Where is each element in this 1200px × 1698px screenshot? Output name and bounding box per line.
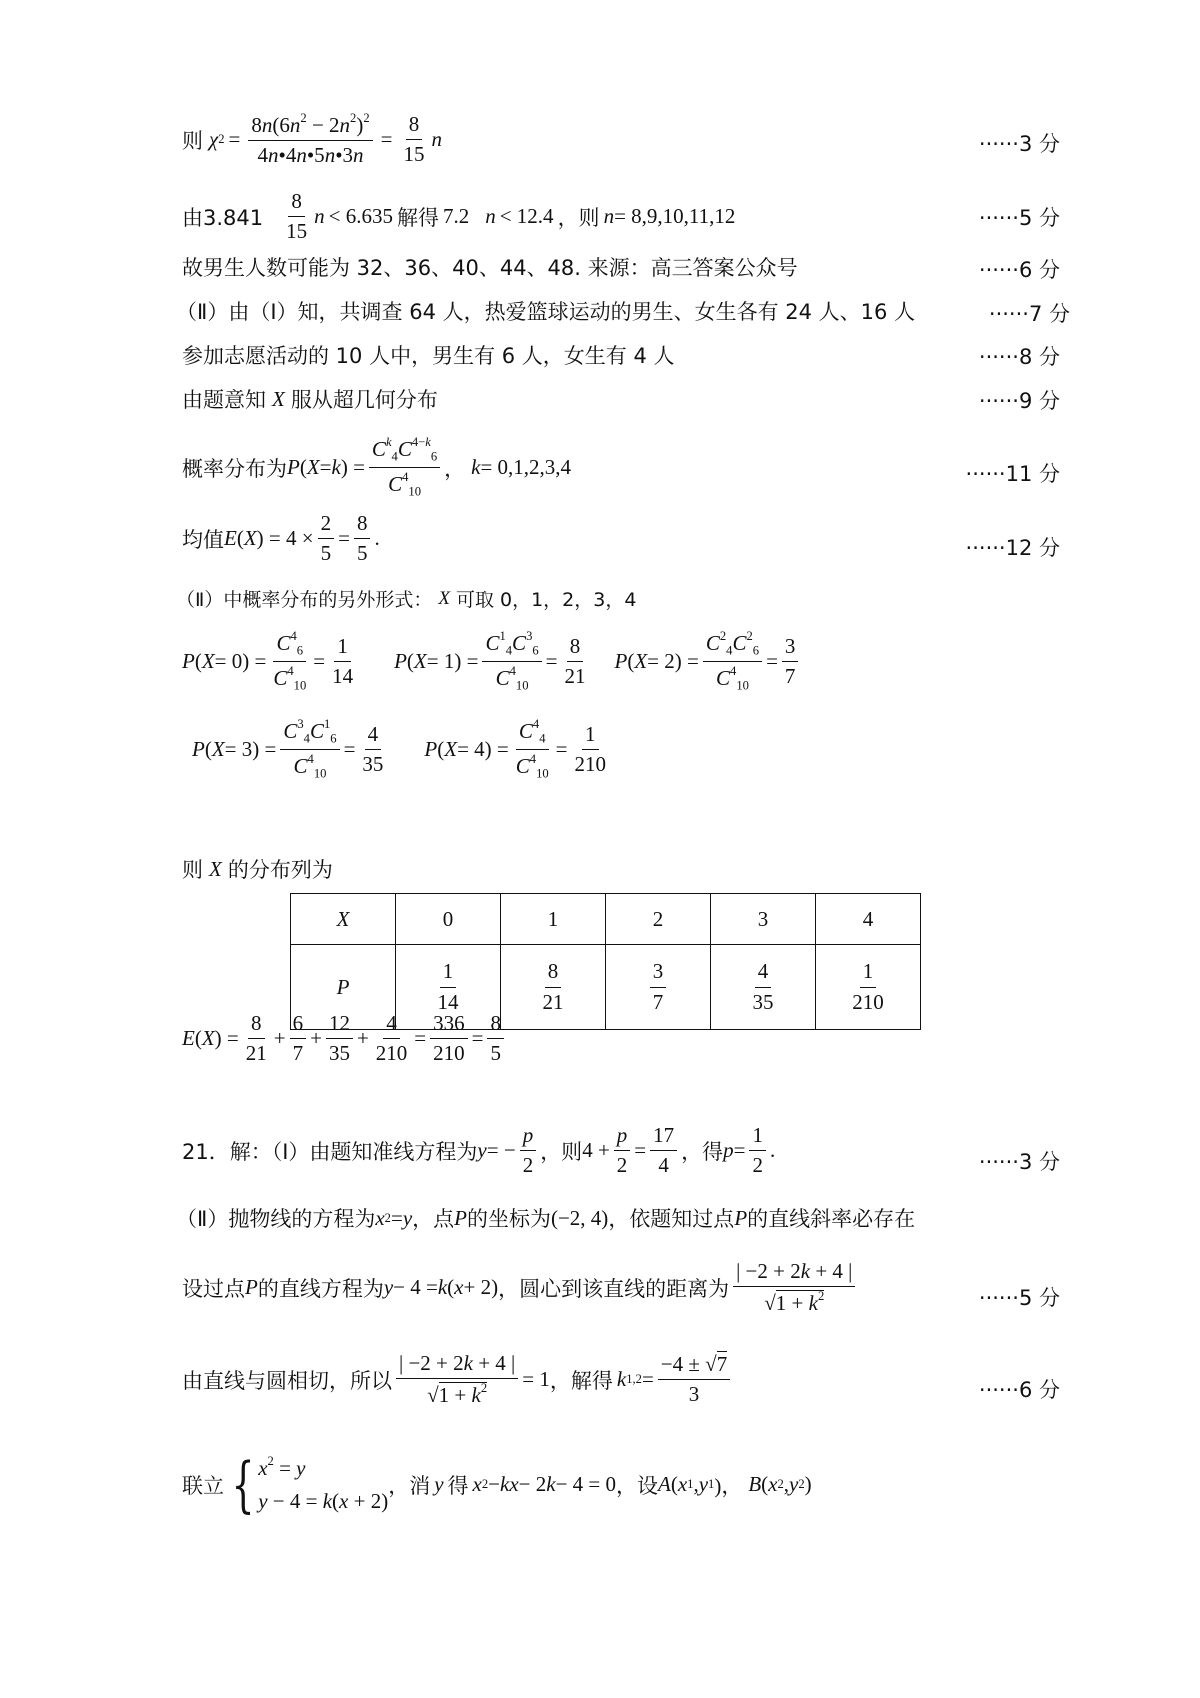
score-3: ······3 分 <box>978 132 1060 156</box>
line-pre: 设过点 <box>182 1276 245 1301</box>
line-mid2: 得 <box>447 1473 469 1498</box>
line-mid: ，点 <box>412 1207 455 1231</box>
line-then: ，则 <box>557 205 600 230</box>
line-post2: 的直线斜率必存在 <box>747 1207 916 1231</box>
table-cell: $\frac{4}{35}$ <box>711 945 816 1030</box>
table-cell: $\frac{1}{14}$ <box>396 945 501 1030</box>
line-pre: （Ⅱ）中概率分布的另外形式： <box>176 589 433 611</box>
table-header-row <box>291 894 921 945</box>
table-header-cell: 2 <box>606 894 711 945</box>
line-post: 可取 0，1，2，3，4 <box>455 589 637 611</box>
table-row-label: P <box>291 945 396 1030</box>
line-post: ，设 <box>616 1473 659 1498</box>
parabola-line: （Ⅱ）抛物线的方程为 x 2 = y ，点 P 的坐标为 (−2, 4) ，依题知过点 P 的直线斜率必存在 <box>176 1203 915 1233</box>
line-mid: ，消 <box>388 1473 431 1498</box>
score-5b: ······5 分 <box>978 1286 1060 1310</box>
line-pre: 21．解：（Ⅰ）由题知准线方程为 <box>182 1139 478 1164</box>
score-6b: ······6 分 <box>978 1378 1060 1402</box>
score-6: ······6 分 <box>978 258 1060 282</box>
inequality-line: 由3.841 $\frac{8}{15}$ n < 6.635 解得 7.2 n < 12.4 ，则 n = 8,9,10,11,12 <box>182 189 736 244</box>
line-pre: （Ⅱ）抛物线的方程为 <box>176 1207 376 1231</box>
line-post: 的分布列为 <box>227 858 333 882</box>
line-post: ，依题知过点 <box>608 1207 735 1231</box>
line-pre: 由直线与圆相切，所以 <box>182 1368 392 1393</box>
probabilities-row-2: P ( X = 3) = $\frac{C^3_4C^1_6}{C^4_{10}}$ = $\frac{4}{35}$ P ( X = 4) = $\frac{C^4_4}{C^4_{10}}$ = $\frac{1}{210}$ <box>192 717 606 781</box>
line-post: ，圆心到该直线的距离为 <box>498 1276 730 1301</box>
line-pre: 均值 <box>182 527 224 552</box>
system-line: 联立 { $x^2 = y$ y − 4 = k(x + 2) ，消 y 得 x 2 − kx − 2 k − 4 = 0 ，设 A ( x 1 , y 1 )， B ( x 2 , y 2 ) <box>182 1449 812 1520</box>
line-pre: 概率分布为 <box>182 456 287 481</box>
table-cell: $\frac{8}{21}$ <box>501 945 606 1030</box>
expectation-line: E ( X ) = $\frac{8}{21}$ + $\frac{6}{7}$ + $\frac{12}{35}$ + $\frac{4}{210}$ = $\frac{336}{210}$ = $\frac{8}{5}$ <box>182 1012 508 1065</box>
score-12: ······12 分 <box>965 536 1060 560</box>
line-post: 服从超几何分布 <box>290 388 438 412</box>
table-header-cell: 3 <box>711 894 816 945</box>
score-3b: ······3 分 <box>978 1150 1060 1174</box>
distribution-table <box>290 893 921 1030</box>
line-pre: 联立 <box>182 1473 224 1498</box>
chi-square-fraction: $\frac{8n(6n^2 - 2n^2)^2}{4n•4n•5n•3n}$ <box>248 112 372 167</box>
mean-line: 均值 E ( X ) = 4 × $\frac{2}{5}$ = $\frac{8}{5}$ . <box>182 511 380 566</box>
table-cell: $\frac{1}{210}$ <box>816 945 921 1030</box>
chi-square-line: 则 χ 2 = $\frac{8n(6n^2 - 2n^2)^2}{4n•4n•5n•3n}$ = $\frac{8}{15}$ n <box>182 111 442 168</box>
survey-line: （Ⅱ）由（Ⅰ）知，共调查 64 人，热爱篮球运动的男生、女生各有 24 人、16 人 <box>176 300 916 324</box>
line-mid: 解得 <box>396 205 439 230</box>
score-8: ······8 分 <box>978 345 1060 369</box>
line-mid: ，则 <box>540 1139 583 1164</box>
distribution-formula-line: 概率分布为 P ( X = k ) = $\frac{C^k_4C^{4-k}_6}{C^4_{10}}$ ， k = 0,1,2,3,4 <box>182 435 572 499</box>
table-header-cell: 1 <box>501 894 606 945</box>
table-header-cell: 4 <box>816 894 921 945</box>
score-7: ······7 分 <box>988 302 1070 326</box>
line-mid: ，解得 <box>549 1368 613 1393</box>
volunteer-line: 参加志愿活动的 10 人中，男生有 6 人，女生有 4 人 <box>182 344 675 368</box>
alternate-form-line: （Ⅱ）中概率分布的另外形式： X 可取 0，1，2，3，4 <box>176 585 636 612</box>
distribution-intro-line: 则 X 的分布列为 <box>182 854 333 884</box>
line-prefix: 则 <box>182 128 203 153</box>
line-pre: 则 <box>182 858 203 882</box>
table-header-cell: X <box>291 894 396 945</box>
line-mid: 的直线方程为 <box>257 1276 384 1301</box>
line-mid2: 的坐标为 <box>466 1207 551 1231</box>
male-count-line: 故男生人数可能为 32、36、40、44、48. 来源：高三答案公众号 <box>182 256 798 280</box>
table-cell: $\frac{3}{7}$ <box>606 945 711 1030</box>
score-11: ······11 分 <box>965 462 1060 486</box>
line-equation-line: 设过点 P 的直线方程为 y − 4 = k ( x + 2) ，圆心到该直线的距离为 $\frac{| -2 + 2k + 4 |}{√1 + k^2}$ <box>182 1260 859 1315</box>
hypergeometric-line: 由题意知 X 服从超几何分布 <box>182 384 438 414</box>
table-header-cell: 0 <box>396 894 501 945</box>
tangent-line: 由直线与圆相切，所以 $\frac{| -2 + 2k + 4 |}{√1 + k^2}$ = 1 ，解得 k 1,2 = $\frac{-4 \pm √7}{3}$ <box>182 1352 734 1407</box>
probabilities-row-1: P ( X = 0) = $\frac{C^4_6}{C^4_{10}}$ = $\frac{1}{14}$ P ( X = 1) = $\frac{C^1_4C^3_6}{C^4_{10}}$ = $\frac{8}{21}$ P ( X = 2) = $\frac{C^2_4C^2_6}{C^4_{10}}$ = $\frac{3}{7}$ <box>182 630 802 694</box>
problem-21-line: 21．解：（Ⅰ）由题知准线方程为 y = − $\frac{p}{2}$ ，则 4 + $\frac{p}{2}$ = $\frac{17}{4}$ ，得 p = $\frac{1}{2}$ . <box>182 1123 776 1178</box>
line-prefix: 由3.841 <box>182 205 264 230</box>
score-5: ······5 分 <box>978 206 1060 230</box>
score-9: ······9 分 <box>978 389 1060 413</box>
line-pre: 由题意知 <box>182 388 266 412</box>
line-mid2: ，得 <box>681 1139 724 1164</box>
